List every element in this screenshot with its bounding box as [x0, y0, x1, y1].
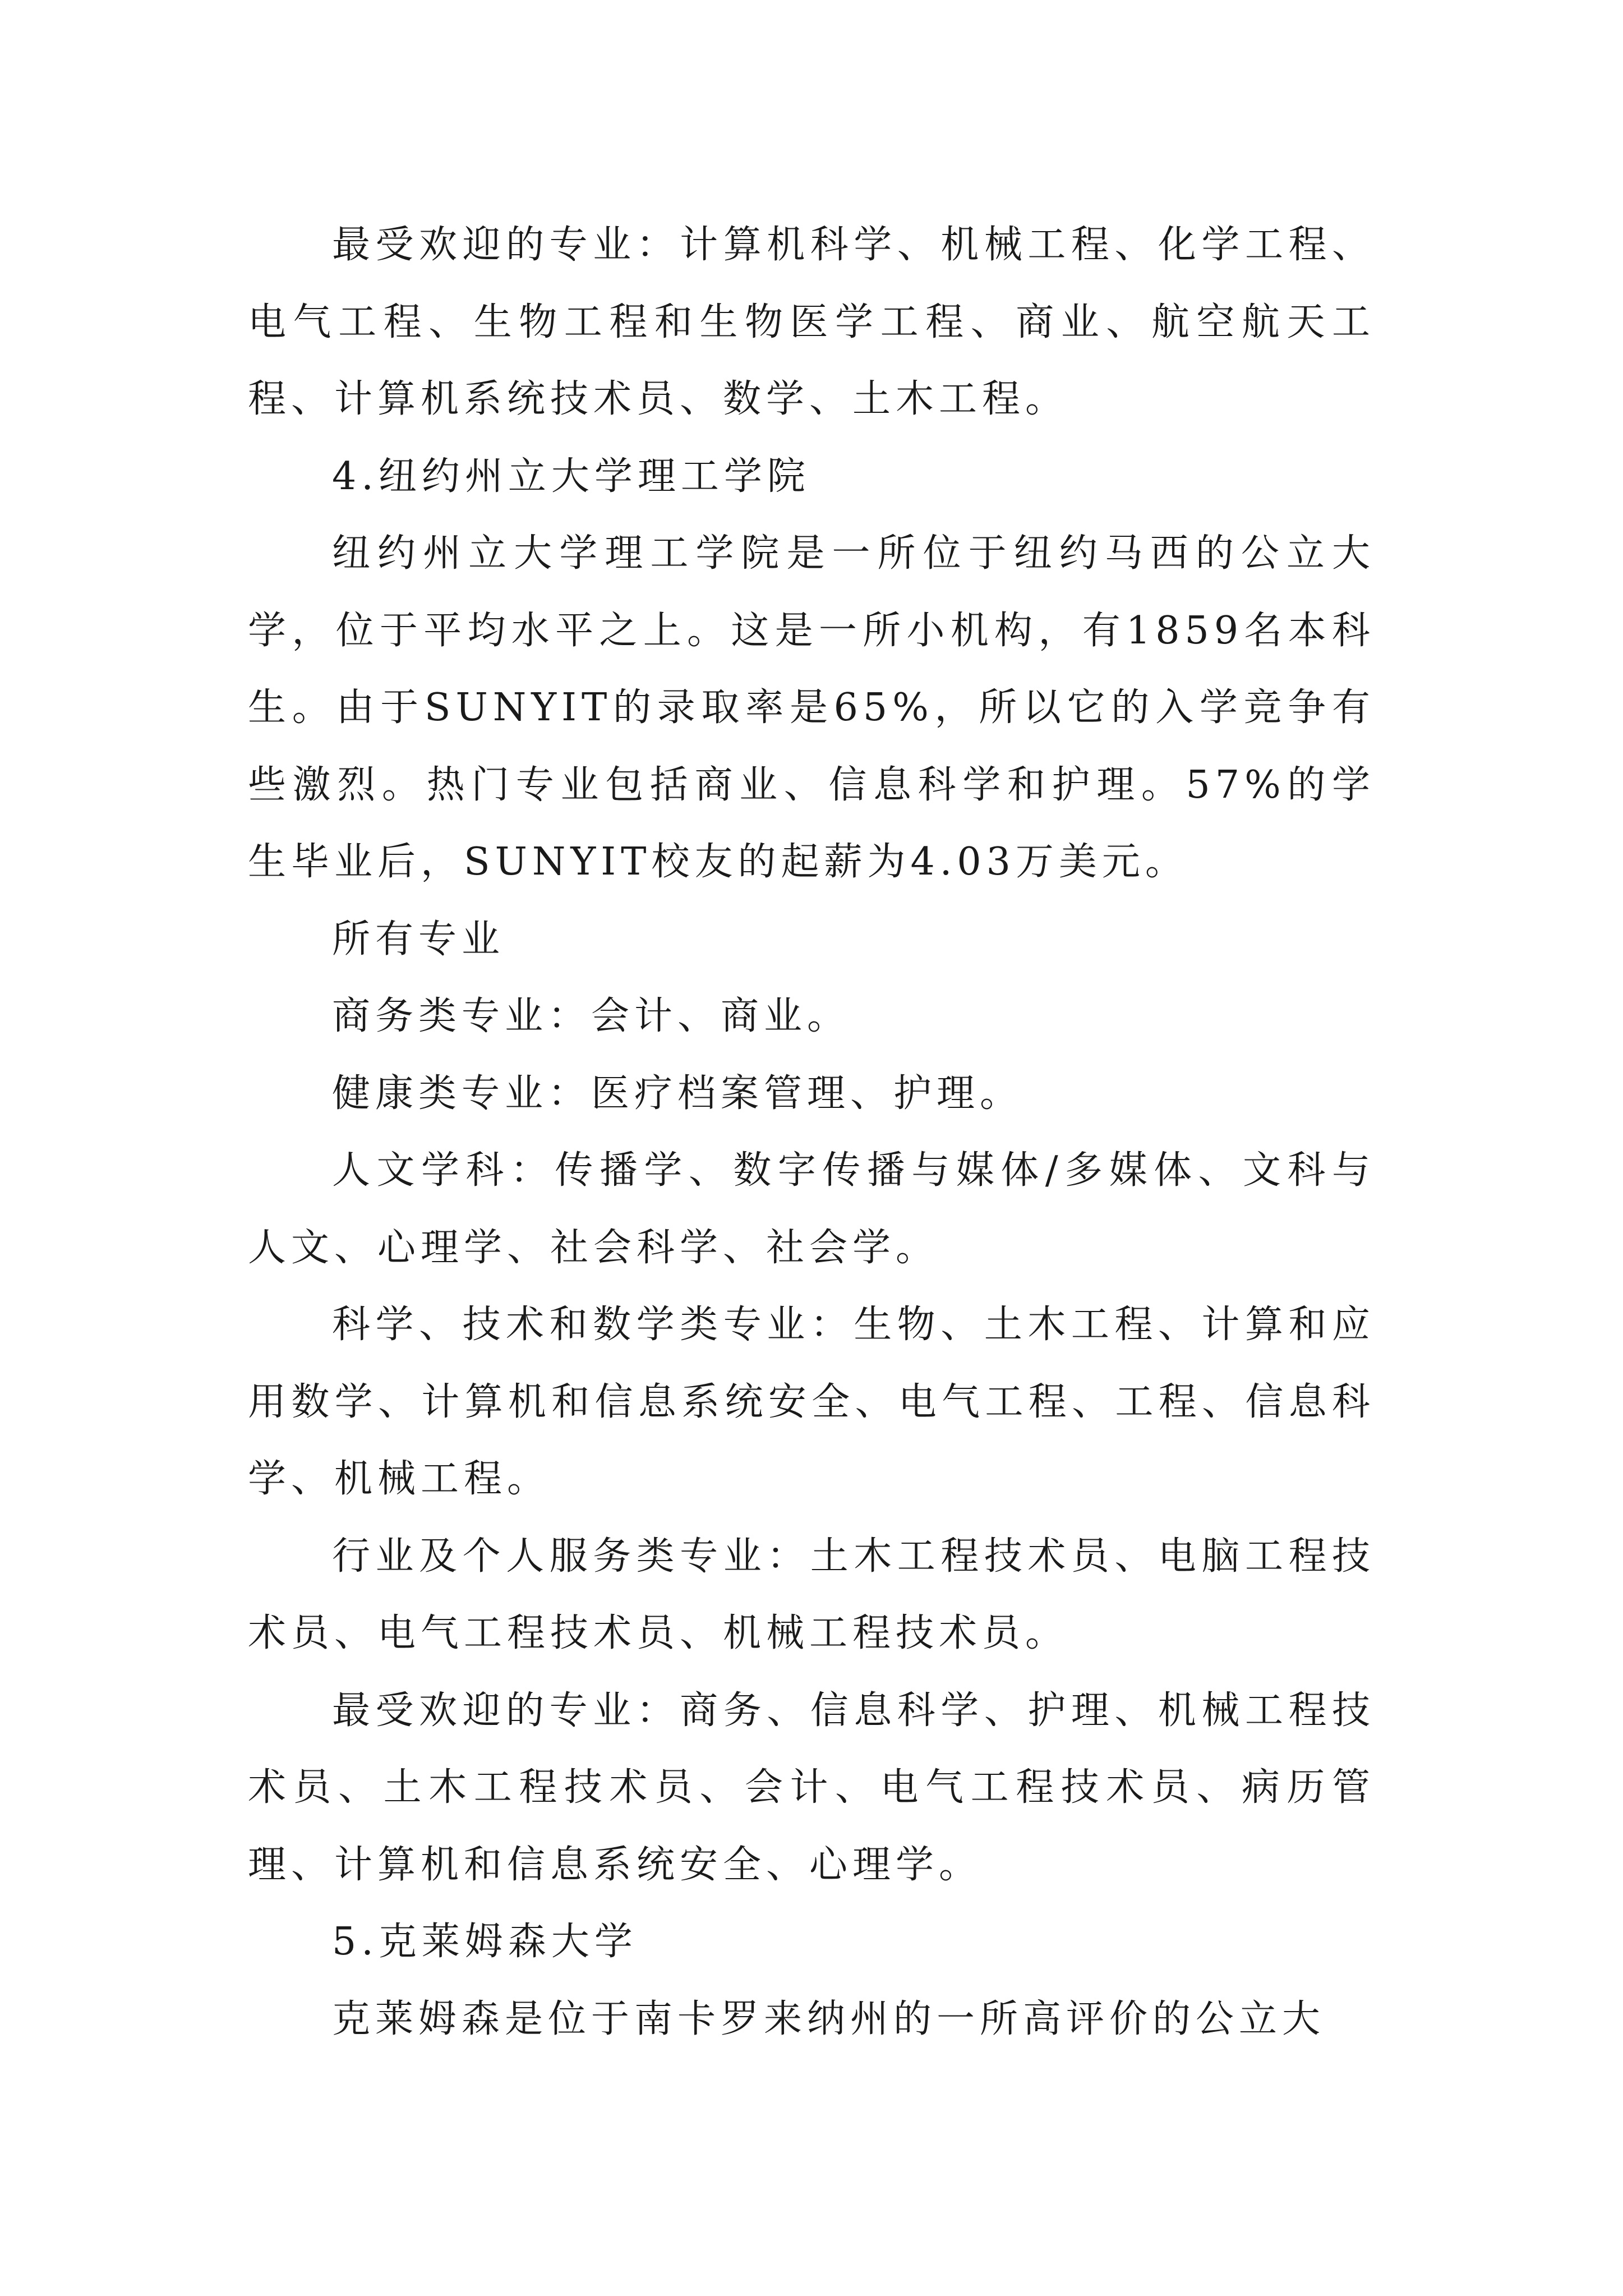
paragraph-health-majors: 健康类专业：医疗档案管理、护理。 — [332, 1071, 1023, 1116]
subheading-all-majors: 所有专业 — [332, 917, 505, 961]
paragraph-business-majors: 商务类专业：会计、商业。 — [332, 994, 851, 1038]
paragraph-popular-majors-sunyit: 最受欢迎的专业：商务、信息科学、护理、机械工程技术员、土木工程技术员、会计、电气工程技术员、病历管理、计算机和信息系统安全、心理学。 — [248, 1688, 1375, 1887]
paragraph-popular-majors-previous: 最受欢迎的专业：计算机科学、机械工程、化学工程、电气工程、生物工程和生物医学工程、商业、航空航天工程、计算机系统技术员、数学、土木工程。 — [248, 223, 1375, 421]
section-heading-sunyit: 4.纽约州立大学理工学院 — [332, 454, 810, 499]
document-body — [248, 206, 1375, 2058]
paragraph-sunyit-intro: 纽约州立大学理工学院是一所位于纽约马西的公立大学，位于平均水平之上。这是一所小机构，有1859名本科生。由于SUNYIT的录取率是65%，所以它的入学竞争有些激烈。热门专业包括商业、信息科学和护理。57%的学生毕业后，SUNYIT校友的起薪为4.03万美元。 — [248, 531, 1375, 884]
paragraph-stem-majors: 科学、技术和数学类专业：生物、土木工程、计算和应用数学、计算机和信息系统安全、电气工程、工程、信息科学、机械工程。 — [248, 1303, 1375, 1501]
section-heading-clemson: 5.克莱姆森大学 — [332, 1920, 638, 1964]
paragraph-clemson-intro: 克莱姆森是位于南卡罗来纳州的一所高评价的公立大 — [332, 1996, 1326, 2041]
paragraph-humanities-majors: 人文学科：传播学、数字传播与媒体/多媒体、文科与人文、心理学、社会科学、社会学。 — [248, 1148, 1375, 1270]
paragraph-trade-majors: 行业及个人服务类专业：土木工程技术员、电脑工程技术员、电气工程技术员、机械工程技术员。 — [248, 1534, 1375, 1655]
